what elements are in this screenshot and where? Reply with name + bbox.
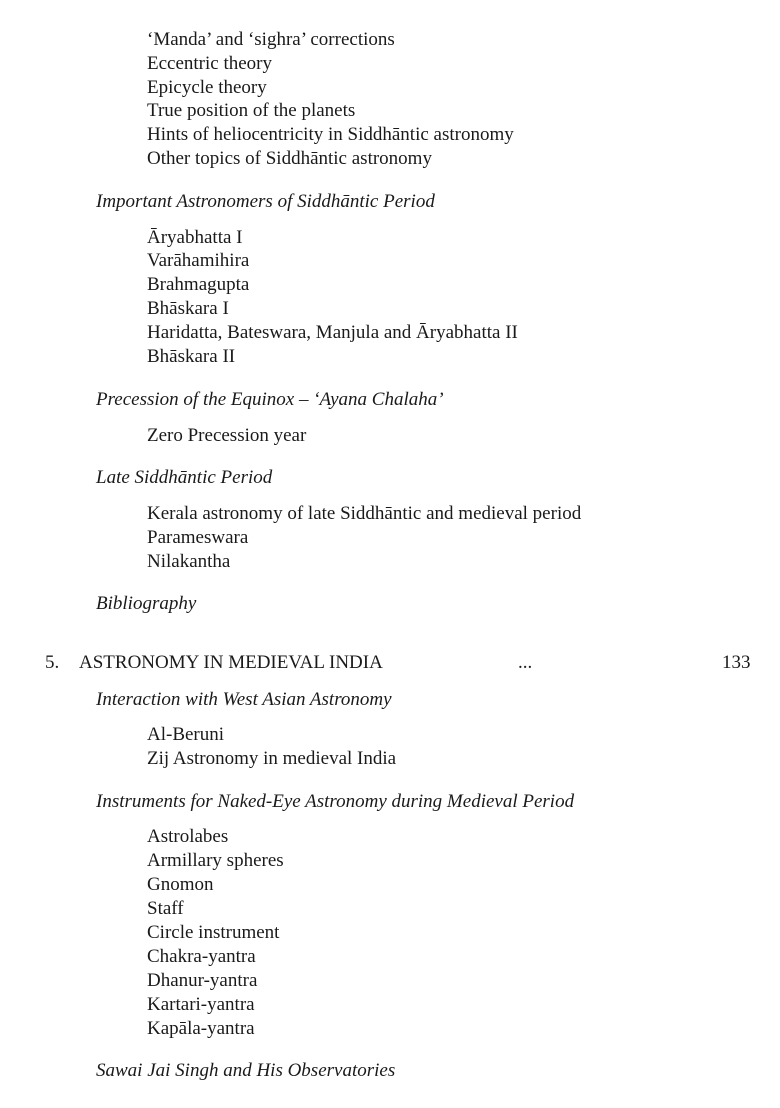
toc-entry: Bhāskara II <box>147 346 236 367</box>
toc-entry: Kartari-yantra <box>147 994 255 1015</box>
chapter-number: 5. <box>45 652 60 673</box>
toc-entry: Āryabhatta I <box>147 227 243 248</box>
toc-entry: Chakra-yantra <box>147 946 256 967</box>
toc-entry: Other topics of Siddhāntic astronomy <box>147 148 432 169</box>
toc-entry: Dhanur-yantra <box>147 970 258 991</box>
toc-entry: Eccentric theory <box>147 53 273 74</box>
section-heading: Precession of the Equinox – ‘Ayana Chalaha’ <box>96 389 444 410</box>
toc-entry: Kerala astronomy of late Siddhāntic and medieval period <box>147 503 582 524</box>
section-heading: Late Siddhāntic Period <box>96 467 273 488</box>
toc-entry: Zero Precession year <box>147 425 307 446</box>
toc-entry: Varāhamihira <box>147 250 250 271</box>
toc-entry: Bhāskara I <box>147 298 229 319</box>
toc-entry: Astrolabes <box>147 826 229 847</box>
toc-entry: Brahmagupta <box>147 274 250 295</box>
section-heading: Bibliography <box>96 593 197 614</box>
toc-entry: Kapāla-yantra <box>147 1018 255 1039</box>
page-number: 133 <box>722 652 751 673</box>
toc-entry: ‘Manda’ and ‘sighra’ corrections <box>147 29 395 50</box>
toc-entry: True position of the planets <box>147 100 356 121</box>
toc-entry: Parameswara <box>147 527 249 548</box>
section-heading: Sawai Jai Singh and His Observatories <box>96 1060 396 1081</box>
toc-entry: Epicycle theory <box>147 77 267 98</box>
toc-entry: Haridatta, Bateswara, Manjula and Āryabhatta II <box>147 322 518 343</box>
section-heading: Interaction with West Asian Astronomy <box>96 689 392 710</box>
toc-entry: Staff <box>147 898 184 919</box>
toc-entry: Al-Beruni <box>147 724 225 745</box>
toc-entry: Gnomon <box>147 874 214 895</box>
toc-entry: Hints of heliocentricity in Siddhāntic astronomy <box>147 124 514 145</box>
toc-entry: Armillary spheres <box>147 850 284 871</box>
leader-dots: ... <box>518 652 533 673</box>
toc-entry: Zij Astronomy in medieval India <box>147 748 397 769</box>
section-heading: Important Astronomers of Siddhāntic Period <box>96 191 435 212</box>
section-heading: Instruments for Naked-Eye Astronomy during Medieval Period <box>96 791 575 812</box>
chapter-title: ASTRONOMY IN MEDIEVAL INDIA <box>79 652 383 673</box>
toc-entry: Nilakantha <box>147 551 231 572</box>
toc-entry: Circle instrument <box>147 922 280 943</box>
